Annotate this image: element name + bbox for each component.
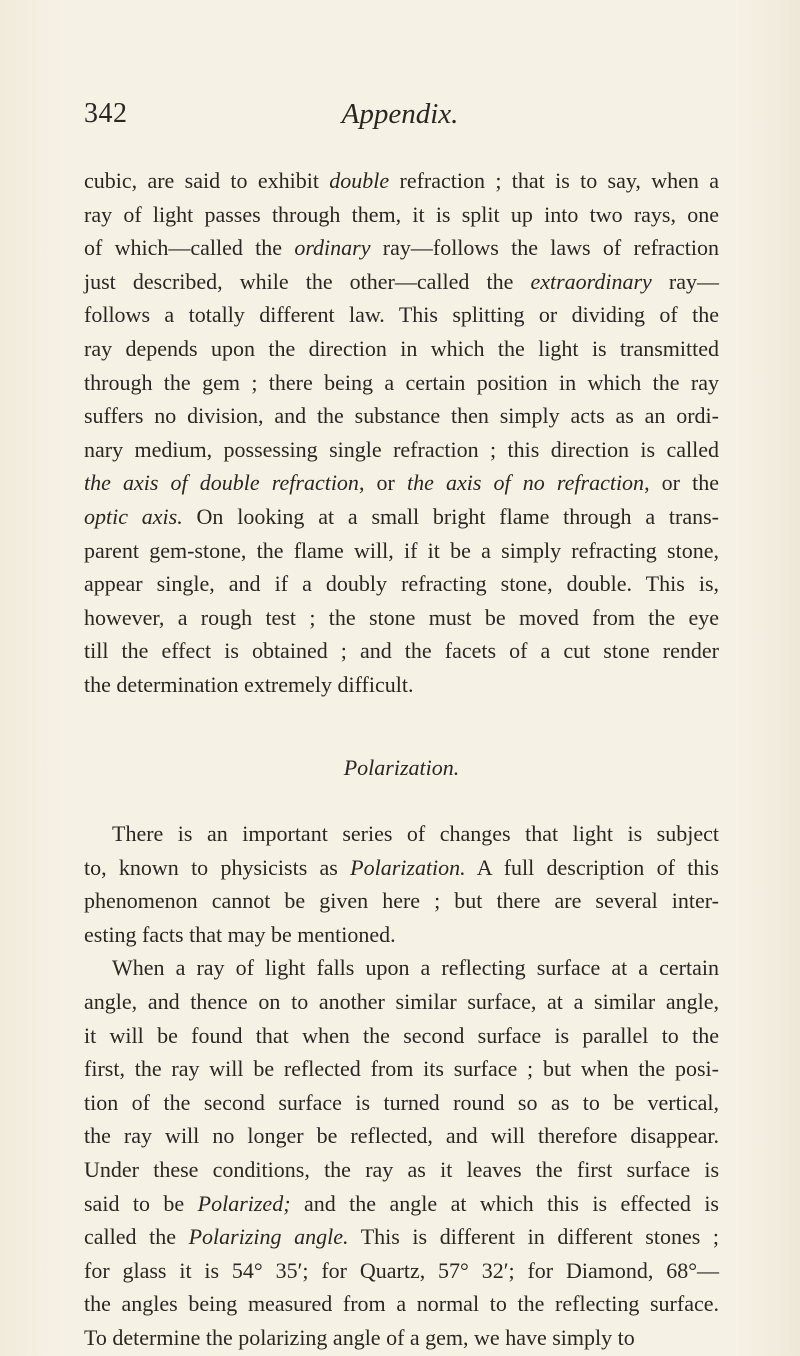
italic-term: Polarizing angle. — [188, 1224, 349, 1250]
italic-term: Polarization. — [350, 854, 466, 880]
paragraph-polarization-intro — [84, 817, 719, 951]
italic-term: double — [329, 168, 390, 193]
text-line: the ray will no longer be reflected, and will therefore disappear. — [84, 1123, 719, 1149]
text-line: said to be Polarized; and the angle at which this is effected is — [84, 1190, 719, 1216]
text-line: suffers no division, and the substance then simply acts as an ordi- — [84, 403, 719, 429]
running-head: Appendix. — [341, 98, 459, 130]
text-line: There is an important series of changes that light is subject — [112, 821, 719, 847]
text-line: till the effect is obtained ; and the facets of a cut stone render — [84, 638, 719, 664]
text-line: cubic, are said to exhibit double refraction ; that is to say, when a — [84, 168, 720, 193]
text-line: To determine the polarizing angle of a gem, we have simply to — [84, 1325, 635, 1350]
text-line: just described, while the other—called the extraordinary ray— — [84, 268, 720, 294]
section-heading: Polarization. — [343, 754, 460, 780]
page-number: 342 — [84, 98, 128, 129]
text-line: nary medium, possessing single refraction ; this direction is called — [84, 436, 719, 462]
italic-term: extraordinary — [530, 268, 652, 294]
text-line: however, a rough test ; the stone must be moved from the eye — [84, 604, 719, 630]
italic-term: the axis of double refraction — [84, 470, 359, 496]
text-line: for glass it is 54° 35′; for Quartz, 57° 32′; for Diamond, 68°— — [84, 1257, 719, 1283]
text-line: optic axis. On looking at a small bright flame through a trans- — [84, 503, 720, 529]
text-line: phenomenon cannot be given here ; but there are several inter- — [84, 888, 719, 914]
text-line: parent gem-stone, the flame will, if it be a simply refracting stone, — [84, 537, 719, 563]
paragraph-polarizing-angle — [84, 951, 719, 1354]
text-line: it will be found that when the second surface is parallel to the — [84, 1022, 719, 1048]
text-line: Under these conditions, the ray as it leaves the first surface is — [84, 1157, 719, 1183]
italic-term: optic axis. — [84, 503, 183, 529]
text-line: ray depends upon the direction in which the light is transmitted — [84, 335, 719, 361]
text-line: When a ray of light falls upon a reflecting surface at a certain — [112, 955, 719, 981]
text-line: through the gem ; there being a certain position in which the ray — [84, 369, 719, 395]
text-line: the axis of double refraction, or the axis of no refraction, or the — [84, 470, 719, 496]
italic-term: ordinary — [294, 235, 371, 261]
text-line: follows a totally different law. This splitting or dividing of the — [84, 302, 719, 328]
text-line: the determination extremely difficult. — [84, 671, 414, 697]
italic-term: the axis of no refraction — [407, 470, 645, 496]
text-line: esting facts that may be mentioned. — [84, 921, 396, 947]
text-line: appear single, and if a doubly refracting stone, double. This is, — [84, 571, 719, 597]
text-line: of which—called the ordinary ray—follows the laws of refraction — [84, 235, 719, 261]
text-line: ray of light passes through them, it is split up into two rays, one — [84, 201, 719, 227]
page-header — [84, 98, 716, 138]
text-line: to, known to physicists as Polarization. A full description of this — [84, 854, 719, 880]
text-line: first, the ray will be reflected from its surface ; but when the posi- — [84, 1056, 719, 1082]
body-text — [84, 164, 719, 1355]
text-line: angle, and thence on to another similar surface, at a similar angle, — [84, 989, 719, 1015]
paragraph-refraction — [84, 164, 719, 702]
text-line: tion of the second surface is turned round so as to be vertical, — [84, 1089, 719, 1115]
text-line: called the Polarizing angle. This is different in different stones ; — [84, 1224, 719, 1250]
italic-term: Polarized; — [197, 1190, 291, 1216]
text-line: the angles being measured from a normal to the reflecting surface. — [84, 1291, 719, 1317]
